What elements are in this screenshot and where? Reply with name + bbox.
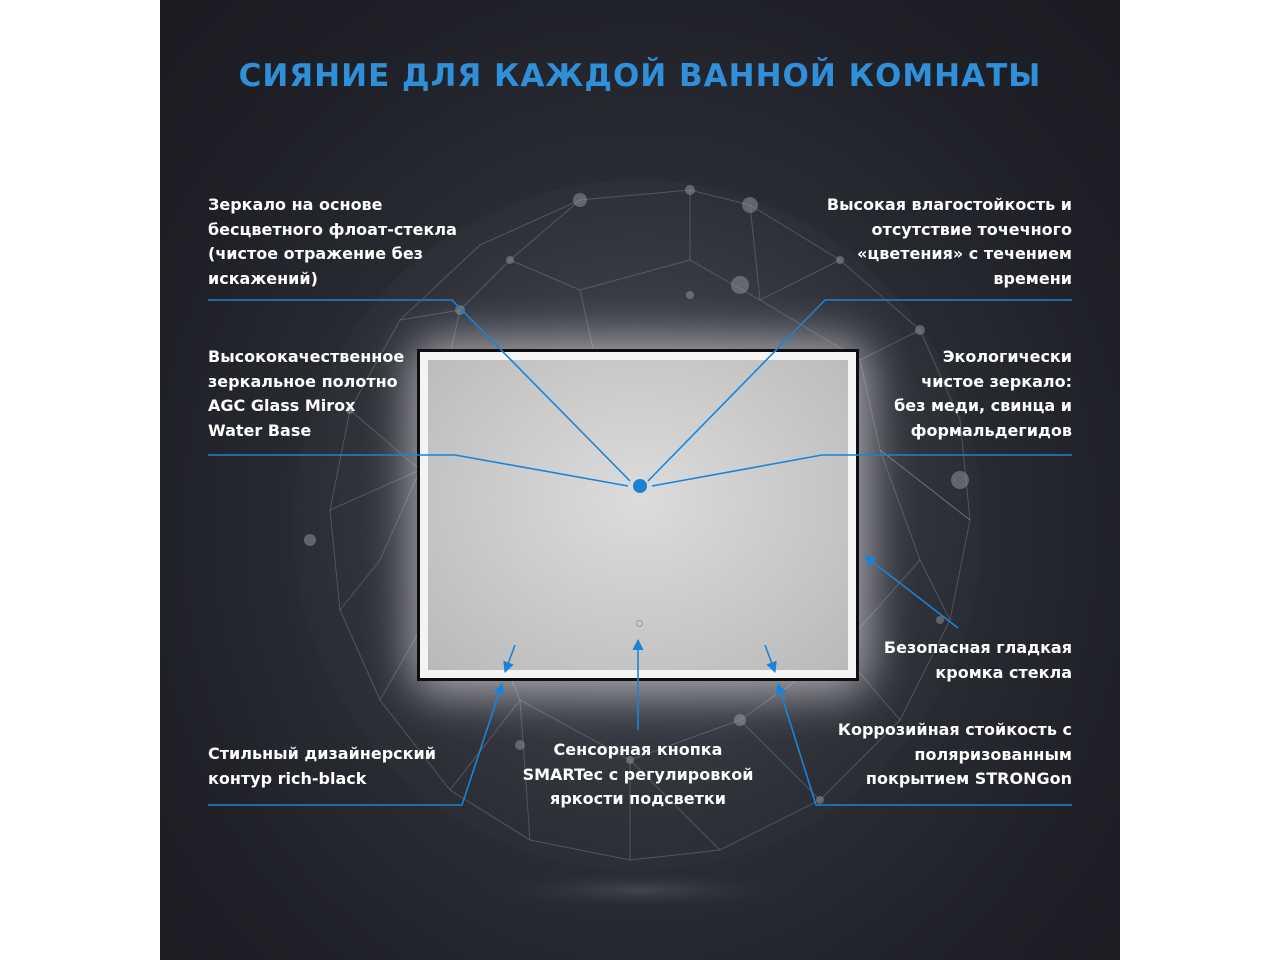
feature-agc-glass: Высококачественное зеркальное полотно AGC Glass Mirox Water Base [208,347,405,440]
feature-contour: Стильный дизайнерский контур rich-black [208,744,436,788]
feature-safe-edge: Безопасная гладкая кромка стекла [883,638,1072,682]
callout-line-eco [652,455,1072,486]
callout-line-agc [208,455,628,486]
callout-line-edge [865,556,958,628]
feature-sensor: Сенсорная кнопка SMARTec с регулировкой яркости подсветки [522,740,754,808]
callout-tick-left [505,645,515,672]
page-title: СИЯНИЕ ДЛЯ КАЖДОЙ ВАННОЙ КОМНАТЫ [238,58,1042,94]
feature-moisture: Высокая влагостойкость и отсутствие точечного «цветения» с течением времени [826,195,1072,288]
promo-canvas [160,0,1120,960]
feature-float-glass: Зеркало на основе бесцветного флоат-стекла (чистое отражение без искажений) [208,195,457,288]
callout-tick-right [765,645,775,672]
feature-corrosion: Коррозийная стойкость с поляризованным покрытием STRONGon [837,720,1072,788]
center-callout-dot [633,479,647,493]
feature-eco: Экологически чистое зеркало: без меди, свинца и формальдегидов [894,347,1072,440]
